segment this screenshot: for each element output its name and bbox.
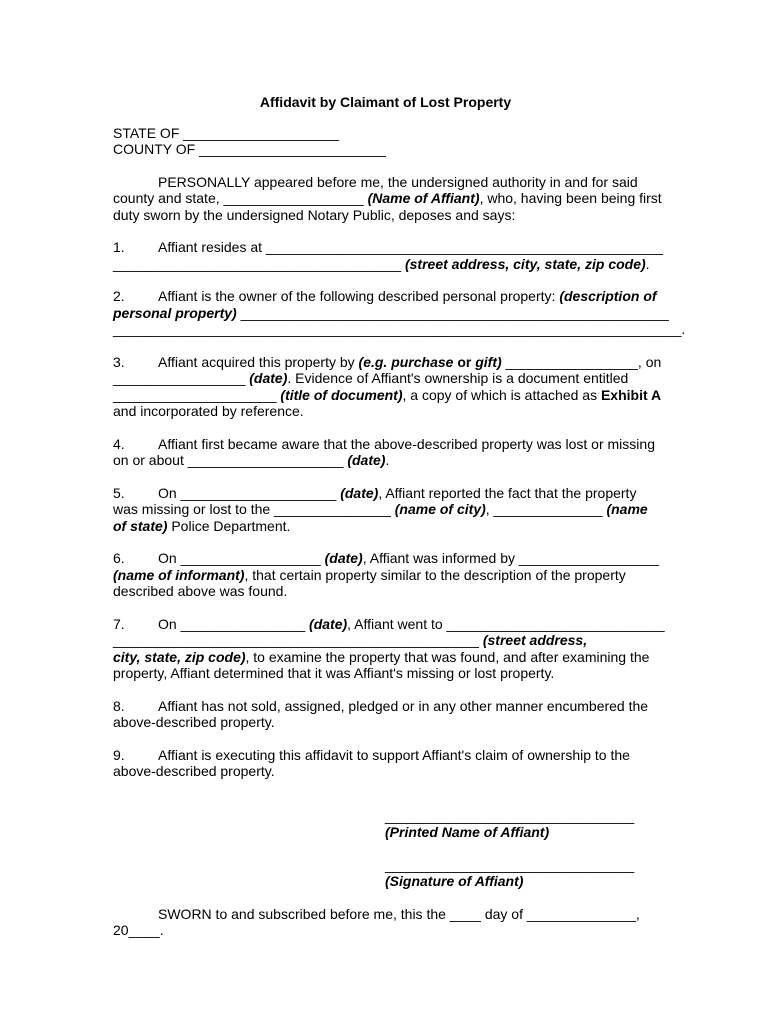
intro-line-2-start: county and state, __________________ [113,190,368,206]
p6-line-2-end: , that certain property similar to the description of the property [244,566,626,583]
street-address-label: (street address, city, state, zip code) [404,255,646,272]
signature-label: (Signature of Affiant) [385,873,524,889]
name-of-city-label: (name of city) [394,501,486,517]
name-of-affiant-label: (Name of Affiant) [367,190,480,206]
sworn-line-2: 20____. [113,922,164,938]
paragraph-number: 8. [113,697,125,714]
p1-line-2-end: . [645,255,650,272]
p4-line-1: Affiant first became aware that the above-described property was lost or missing [158,435,655,452]
state-of-line: STATE OF ____________________ [113,124,339,141]
paragraph-8 [113,698,658,731]
date-label: (date) [309,615,348,632]
printed-name-rule: ________________________________ [385,807,635,824]
p4-line-2-start: on or about ____________________ [113,452,348,468]
paragraph-number: 2. [113,288,125,304]
date-label: (date) [324,550,363,566]
venue-block [113,125,658,158]
paragraph-4 [113,436,658,469]
intro-line-1: PERSONALLY appeared before me, the undersigned authority in and for said [158,173,638,190]
street-address-label: (street address, [482,632,588,648]
p5-line-1-end: , Affiant reported the fact that the property [378,484,637,501]
p2-line-2-end: _______________________________________________________ [236,304,669,321]
document-title: Affidavit by Claimant of Lost Property [259,94,512,110]
gift-label: gift) [475,353,502,370]
exhibit-a-label: Exhibit A [600,386,662,403]
p7-line-4: property, Affiant determined that it was Affiant's missing or lost property. [113,665,555,681]
or-label: or [453,353,476,370]
p2-line-3: _________________________________________________________________________. [113,321,686,337]
date-label: (date) [249,370,288,386]
intro-paragraph [113,173,662,224]
intro-line-2-end: , who, having been being first [479,190,662,206]
title-of-document-label: (title of document) [280,386,403,403]
paragraph-number: 6. [113,550,125,566]
p6-line-1-start: On __________________ [158,550,325,566]
p7-line-2-start: _______________________________________________ [113,632,483,648]
sworn-line-1: SWORN to and subscribed before me, this the ____ day of ______________, [158,905,640,922]
paragraph-5 [113,485,658,535]
p4-line-2-end: . [385,452,390,468]
city-state-zip-label: city, state, zip code) [113,648,246,665]
paragraph-number: 9. [113,746,125,763]
p7-line-1-start: On ________________ [158,615,310,632]
paragraph-number: 5. [113,484,125,501]
p3-line-1-start: Affiant acquired this property by [158,353,359,370]
paragraph-1 [113,239,664,272]
p1-line-1: Affiant resides at ___________________________________________________ [158,239,664,255]
p8-line-2: above-described property. [113,714,275,730]
p5-line-1-start: On ____________________ [158,484,341,501]
printed-name-label: (Printed Name of Affiant) [385,824,550,840]
p7-line-3-end: , to examine the property that was found, and after examining the [245,648,650,665]
p3-line-2-start: _________________ [113,370,250,386]
name-of-informant-label: (name of informant) [113,566,245,583]
personal-property-label: personal property) [113,304,237,321]
p3-line-1-end: _________________, on [501,353,662,370]
paragraph-2 [113,288,686,338]
p3-line-3-mid: , a copy of which is attached as [402,386,601,403]
affidavit-document [113,94,686,955]
p5-line-3-end: Police Department. [167,517,291,534]
paragraph-9 [113,747,658,780]
p7-line-1-end: , Affiant went to ____________________________ [347,615,665,632]
date-label: (date) [340,484,379,501]
p2-line-1-start: Affiant is the owner of the following described personal property: [158,288,560,304]
paragraph-number: 3. [113,353,125,370]
p1-line-2-start: _____________________________________ [113,255,405,272]
signature-rule: ________________________________ [385,856,635,873]
paragraph-number: 1. [113,239,125,255]
paragraph-number: 7. [113,615,125,632]
paragraph-3 [113,353,662,420]
of-state-label: of state) [113,517,168,534]
name-label: (name [606,501,648,517]
p9-line-2: above-described property. [113,763,275,779]
p5-line-2-mid: , ______________ [485,501,607,517]
p9-line-1: Affiant is executing this affidavit to support Affiant's claim of ownership to the [158,746,630,763]
p6-line-1-end: , Affiant was informed by __________________ [362,550,660,566]
description-label: (description of [559,288,657,304]
county-of-line: COUNTY OF ________________________ [113,141,386,157]
p8-line-1: Affiant has not sold, assigned, pledged or in any other manner encumbered the [158,697,649,714]
purchase-label: (e.g. purchase [358,353,454,370]
p3-line-2-end: . Evidence of Affiant's ownership is a document entitled [287,370,629,386]
paragraph-7 [113,615,665,682]
p3-line-3-start: _____________________ [113,386,281,403]
paragraph-6 [113,550,658,600]
paragraph-number: 4. [113,435,125,452]
p6-line-3: described above was found. [113,583,288,599]
p5-line-2-start: was missing or lost to the _______________ [113,501,395,517]
date-label: (date) [347,452,386,468]
sworn-paragraph [113,906,658,939]
intro-line-3: duty sworn by the undersigned Notary Public, deposes and says: [113,206,516,223]
p3-line-4: and incorporated by reference. [113,403,304,419]
signature-block [385,808,658,890]
